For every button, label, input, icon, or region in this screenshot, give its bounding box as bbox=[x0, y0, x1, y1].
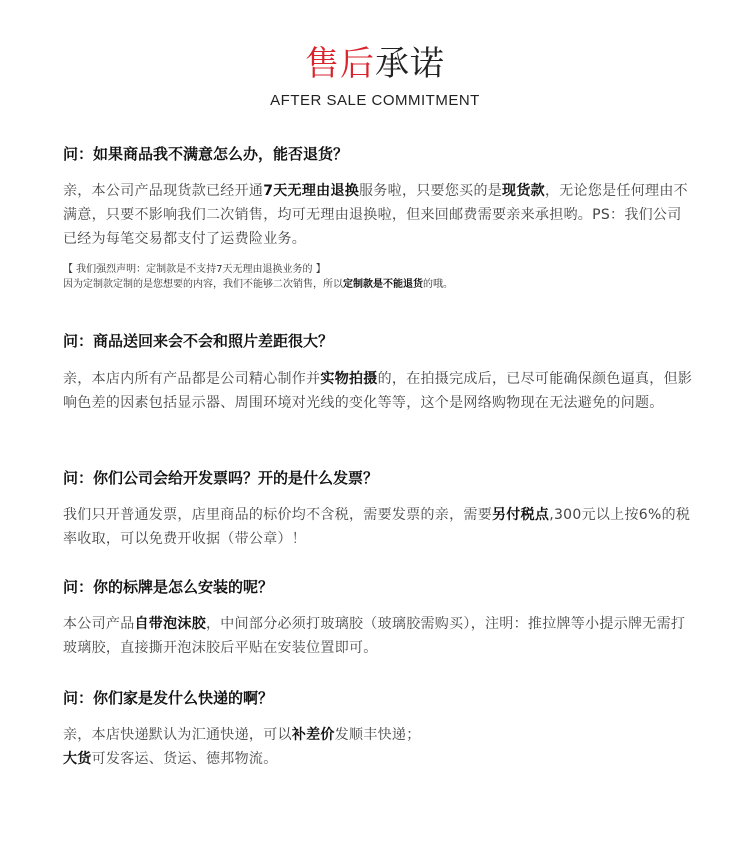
faq-answer bbox=[63, 612, 693, 660]
answer-bold-text: 补差价 bbox=[291, 727, 335, 743]
faq-question: 问：你的标牌是怎么安装的呢？ bbox=[63, 578, 274, 596]
answer-bold-text: 实物拍摄 bbox=[320, 371, 378, 387]
faq-question: 问：你们家是发什么快递的啊？ bbox=[63, 689, 274, 707]
faq-answer bbox=[63, 179, 693, 251]
faq-answer-line-2 bbox=[63, 747, 693, 771]
faq-question: 问：如果商品我不满意怎么办，能否退货？ bbox=[63, 145, 349, 163]
note-text: 因为定制款定制的是您想要的内容，我们不能够二次销售，所以 bbox=[63, 279, 343, 290]
answer-bold-text: 自带泡沫胶 bbox=[134, 616, 206, 632]
answer-bold-text: 7天无理由退换 bbox=[263, 183, 360, 199]
faq-item-return bbox=[63, 144, 693, 292]
title-dark-part: 承诺 bbox=[375, 44, 445, 84]
faq-answer bbox=[63, 723, 693, 747]
answer-text: 发顺丰快递； bbox=[334, 727, 421, 743]
custom-order-notice: 【 我们强烈声明：定制款是不支持7天无理由退换业务的 】 bbox=[63, 264, 326, 275]
answer-bold-text: 大货 bbox=[63, 751, 92, 767]
answer-text: ，无论您是任何理由不满意，只要不影响我们二次销售，均可无理由退换啦，但来回邮费需要亲来承担哟。PS：我们公司已经为每笔交易都支付了运费险业务。 bbox=[63, 183, 688, 247]
page-header bbox=[0, 44, 750, 110]
faq-answer bbox=[63, 367, 693, 415]
answer-text: ，中间部分必须打玻璃胶（玻璃胶需购买），注明：推拉牌等小提示牌无需打玻璃胶，直接撕开泡沫胶后平贴在安装位置即可。 bbox=[63, 616, 686, 656]
answer-text: 亲，本店内所有产品都是公司精心制作并 bbox=[63, 371, 321, 387]
answer-text: ,300元以上按6%的税率收取，可以免费开收据（带公章）！ bbox=[63, 507, 691, 547]
answer-text: 可发客运、货运、德邦物流。 bbox=[91, 751, 278, 767]
answer-text: 亲，本公司产品现货款已经开通 bbox=[63, 183, 264, 199]
answer-text: 服务啦，只要您买的是 bbox=[359, 183, 503, 199]
note-text: 的哦。 bbox=[423, 279, 453, 290]
note-bold-text: 定制款是不能退货 bbox=[343, 279, 423, 290]
faq-answer bbox=[63, 503, 693, 551]
title-red-part: 售后 bbox=[305, 44, 375, 84]
answer-bold-text: 现货款 bbox=[502, 183, 545, 199]
page-subtitle: AFTER SALE COMMITMENT bbox=[270, 92, 480, 109]
page-title bbox=[0, 44, 750, 84]
custom-order-reason bbox=[63, 277, 693, 292]
faq-item-shipping bbox=[63, 688, 693, 771]
faq-question: 问：商品送回来会不会和照片差距很大？ bbox=[63, 332, 334, 350]
answer-text: 的，在拍摄完成后，已尽可能确保颜色逼真，但影响色差的因素包括显示器、周围环境对光线的变化等等，这个是网络购物现在无法避免的问题。 bbox=[63, 371, 693, 411]
answer-text: 亲，本店快递默认为汇通快递，可以 bbox=[63, 727, 292, 743]
answer-text: 我们只开普通发票，店里商品的标价均不含税，需要发票的亲，需要 bbox=[63, 507, 492, 523]
answer-text: 本公司产品 bbox=[63, 616, 135, 632]
faq-item-invoice bbox=[63, 468, 693, 551]
faq-question: 问：你们公司会给开发票吗？开的是什么发票？ bbox=[63, 469, 379, 487]
faq-item-installation bbox=[63, 577, 693, 660]
answer-bold-text: 另付税点 bbox=[492, 507, 550, 523]
faq-item-photo-difference bbox=[63, 331, 693, 415]
